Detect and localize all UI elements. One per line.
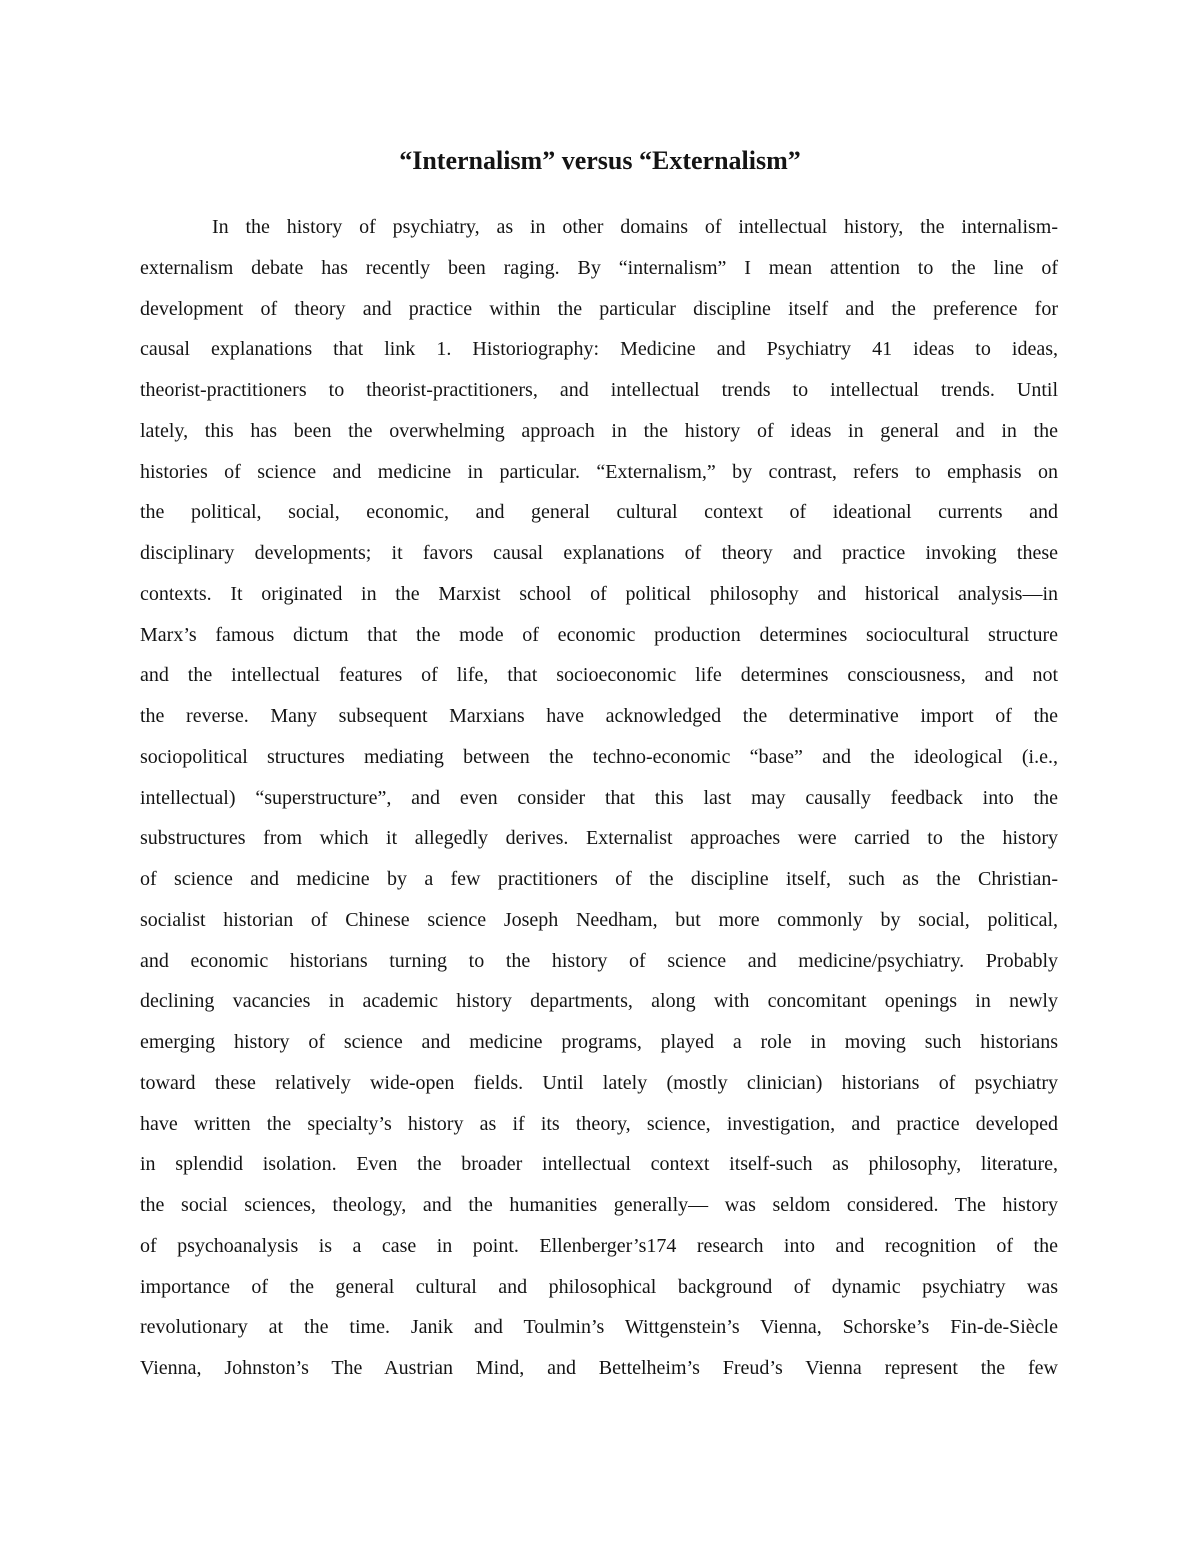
body-text-line: have written the specialty’s history as if its theory, science, investigation, and practice developed xyxy=(140,1112,1058,1135)
body-text-line: histories of science and medicine in particular. “Externalism,” by contrast, refers to emphasis on xyxy=(140,460,1058,483)
body-text-line: the political, social, economic, and general cultural context of ideational currents and xyxy=(140,501,1058,524)
body-text-line: contexts. It originated in the Marxist school of political philosophy and historical analysis—in xyxy=(140,582,1058,605)
page-title: “Internalism” versus “Externalism” xyxy=(399,146,801,175)
body-text-line: of science and medicine by a few practitioners of the discipline itself, such as the Christian- xyxy=(140,868,1058,890)
body-text-line: in splendid isolation. Even the broader intellectual context itself-such as philosophy, literature, xyxy=(140,1153,1058,1176)
body-text-line: and the intellectual features of life, that socioeconomic life determines consciousness, and not xyxy=(140,664,1058,687)
body-text-line: lately, this has been the overwhelming approach in the history of ideas in general and in the xyxy=(140,419,1058,442)
body-text-line: of psychoanalysis is a case in point. Ellenberger’s174 research into and recognition of the xyxy=(140,1234,1058,1257)
body-text-line: In the history of psychiatry, as in other domains of intellectual history, the internalism- xyxy=(212,216,1058,238)
body-text-line: declining vacancies in academic history departments, along with concomitant openings in newly xyxy=(140,990,1058,1013)
body-text-line: intellectual) “superstructure”, and even consider that this last may causally feedback into the xyxy=(140,786,1058,809)
body-text-line: and economic historians turning to the history of science and medicine/psychiatry. Probably xyxy=(140,949,1058,972)
body-text-line: Vienna, Johnston’s The Austrian Mind, and Bettelheim’s Freud’s Vienna represent the few xyxy=(140,1357,1058,1379)
body-text-line: toward these relatively wide-open fields. Until lately (mostly clinician) historians of psychiatry xyxy=(140,1071,1058,1094)
body-text-line: socialist historian of Chinese science Joseph Needham, but more commonly by social, political, xyxy=(140,908,1058,931)
body-text-line: externalism debate has recently been raging. By “internalism” I mean attention to the line of xyxy=(140,256,1058,279)
body-text-line: disciplinary developments; it favors causal explanations of theory and practice invoking these xyxy=(140,542,1058,564)
body-text-line: substructures from which it allegedly derives. Externalist approaches were carried to the history xyxy=(140,827,1058,850)
body-text-line: revolutionary at the time. Janik and Toulmin’s Wittgenstein’s Vienna, Schorske’s Fin-de-Siècle xyxy=(140,1316,1058,1339)
body-text-line: Marx’s famous dictum that the mode of economic production determines sociocultural structure xyxy=(140,623,1058,646)
body-text-line: importance of the general cultural and philosophical background of dynamic psychiatry was xyxy=(140,1275,1058,1298)
body-text-line: sociopolitical structures mediating between the techno-economic “base” and the ideological (i.e., xyxy=(140,745,1058,768)
body-paragraph xyxy=(140,207,1058,1389)
body-text-line: development of theory and practice within the particular discipline itself and the preference for xyxy=(140,297,1058,320)
body-text-line: causal explanations that link 1. Historiography: Medicine and Psychiatry 41 ideas to ideas, xyxy=(140,338,1058,361)
body-text-line: the social sciences, theology, and the humanities generally— was seldom considered. The history xyxy=(140,1194,1058,1216)
body-text-line: the reverse. Many subsequent Marxians have acknowledged the determinative import of the xyxy=(140,705,1058,727)
body-text-line: emerging history of science and medicine programs, played a role in moving such historians xyxy=(140,1031,1058,1053)
body-text-line: theorist-practitioners to theorist-practitioners, and intellectual trends to intellectual trends. Until xyxy=(140,379,1058,401)
